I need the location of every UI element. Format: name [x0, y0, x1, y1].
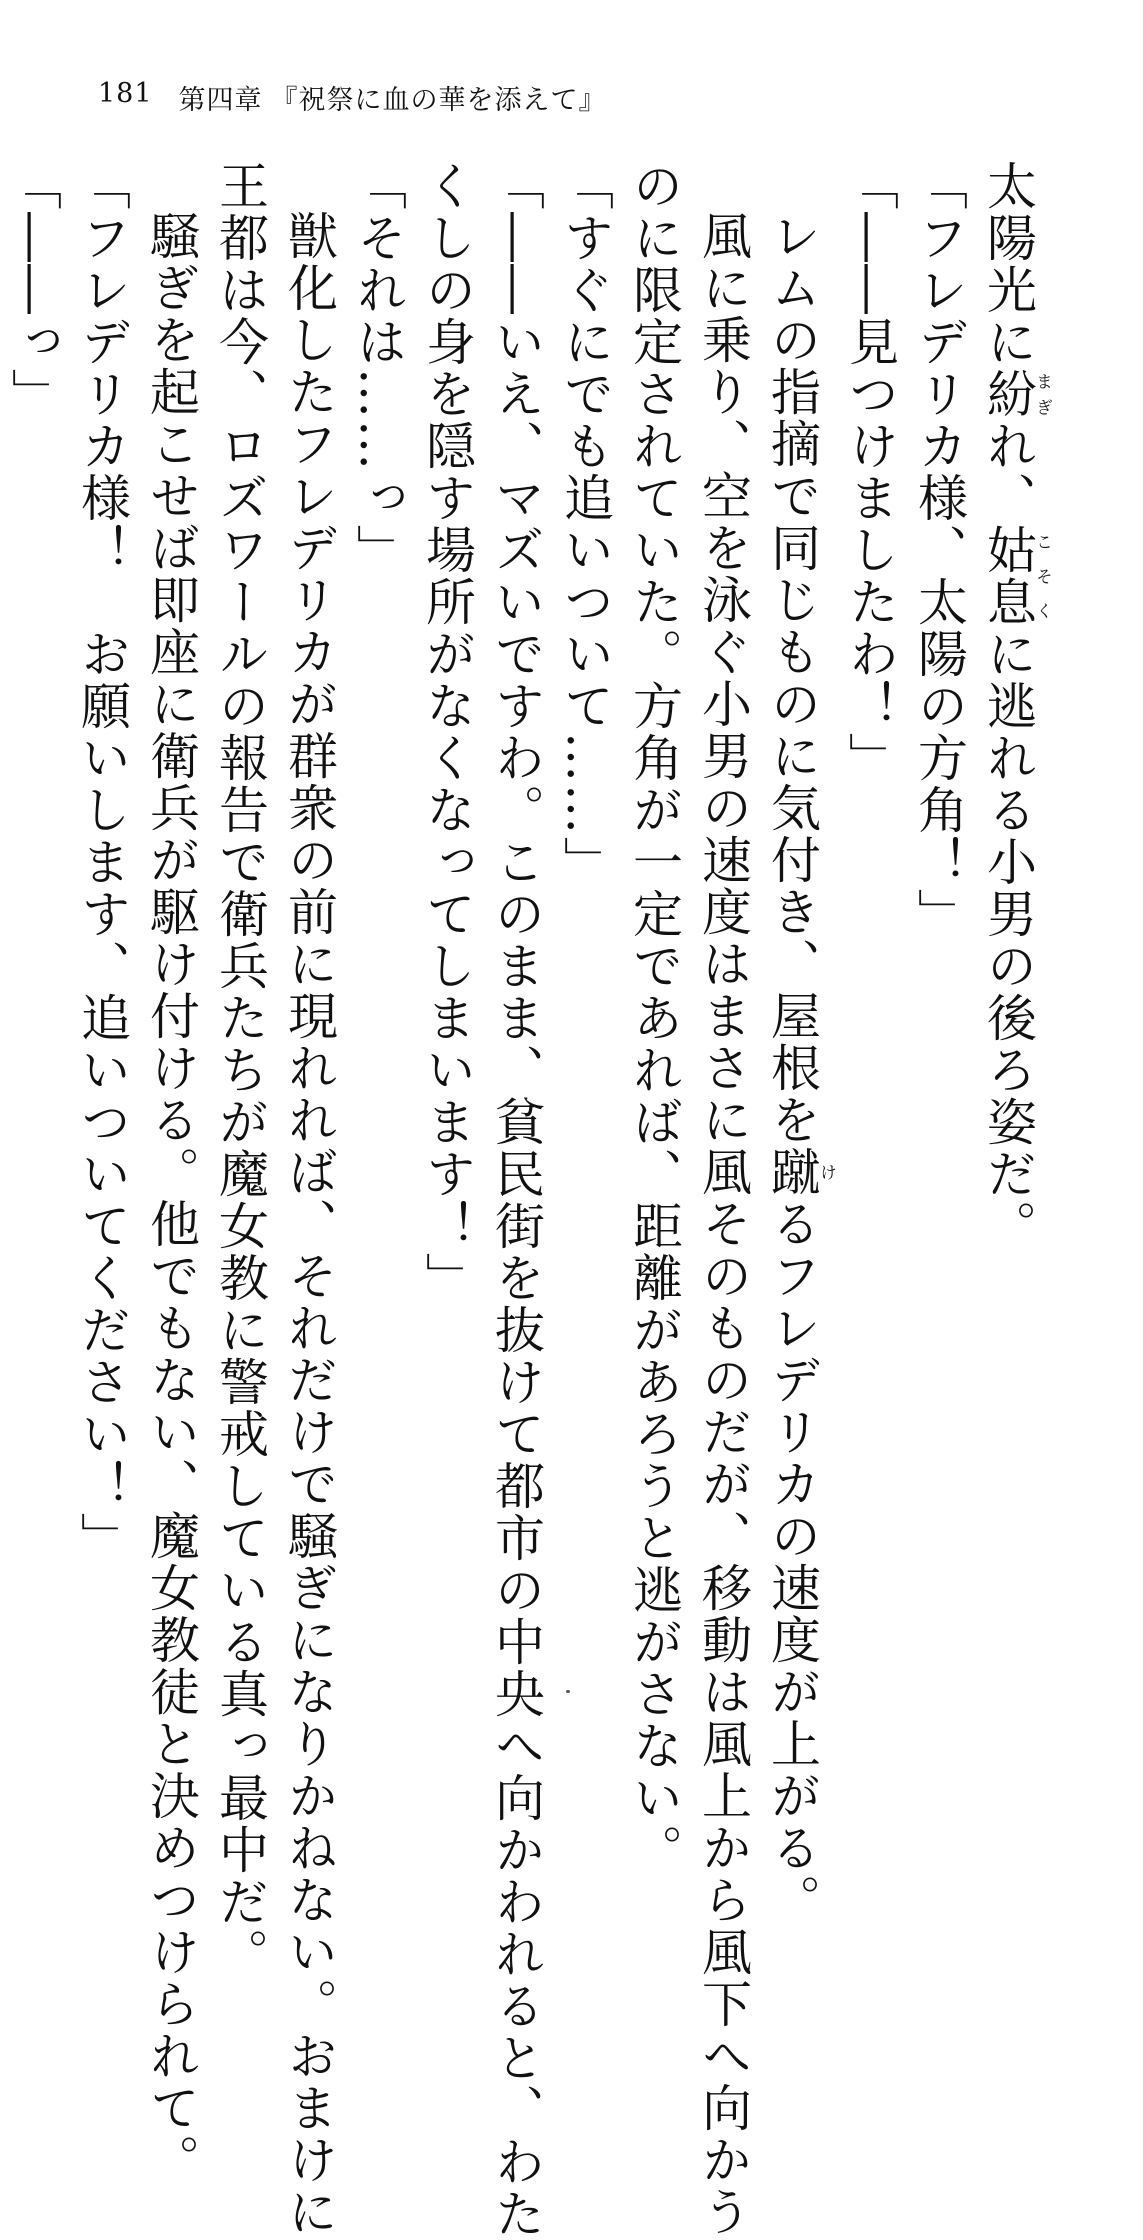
ruby-word: 紛まぎ	[979, 368, 1052, 420]
ruby-word: 蹴け	[763, 1146, 836, 1198]
page-number: 181	[98, 78, 153, 109]
text-line: くしの身を隠す場所がなくなってしまいます！」	[418, 160, 476, 1304]
text-line: 王都は今、ロズワールの報告で衛兵たちが魔女教に警戒している真っ最中だ。	[211, 160, 269, 1980]
running-header	[98, 78, 607, 117]
text-line: 「――っ」	[4, 160, 62, 420]
body-text	[4, 160, 1052, 2240]
furigana: まぎ	[1032, 368, 1052, 420]
text-line: レムの指摘で同じものに気付き、屋根を蹴けるフレデリカの速度が上がる。	[763, 210, 836, 1926]
text-line: 太陽光に紛まぎれ、姑息こそくに逃れる小男の後ろ姿だ。	[979, 160, 1052, 1252]
text-line: 風に乗り、空を泳ぐ小男の速度はまさに風そのものだが、移動は風上から風下へ向かう	[694, 210, 752, 2238]
text-line: 「フレデリカ様！ お願いします、追いついてください！」	[73, 160, 131, 1564]
text-line: 「フレデリカ様、太陽の方角！」	[910, 160, 968, 940]
furigana: こそく	[1032, 524, 1052, 628]
chapter-label: 第四章	[178, 85, 263, 116]
ruby-word: 姑息こそく	[979, 524, 1052, 628]
text-line: 獣化したフレデリカが群衆の前に現れれば、それだけで騒ぎになりかねない。おまけに	[280, 210, 338, 2238]
text-line: のに限定されていた。方角が一定であれば、距離があろうと逃がさない。	[625, 160, 683, 1876]
text-line: 騒ぎを起こせば即座に衛兵が駆け付ける。他でもない、魔女教徒と決めつけられて。	[142, 210, 200, 2186]
text-line: 「すぐにでも追いついて……」	[556, 160, 614, 888]
text-line: 「――いえ、マズいですわ。このまま、貧民街を抜けて都市の中央へ向かわれると、わた	[487, 160, 545, 2240]
chapter-title: 『祝祭に血の華を添えて』	[270, 85, 607, 116]
text-line: 「それは……っ」	[349, 160, 407, 576]
furigana: け	[816, 1146, 836, 1198]
page-mark	[566, 1690, 570, 1693]
text-line: 「――見つけましたわ！」	[841, 160, 899, 784]
